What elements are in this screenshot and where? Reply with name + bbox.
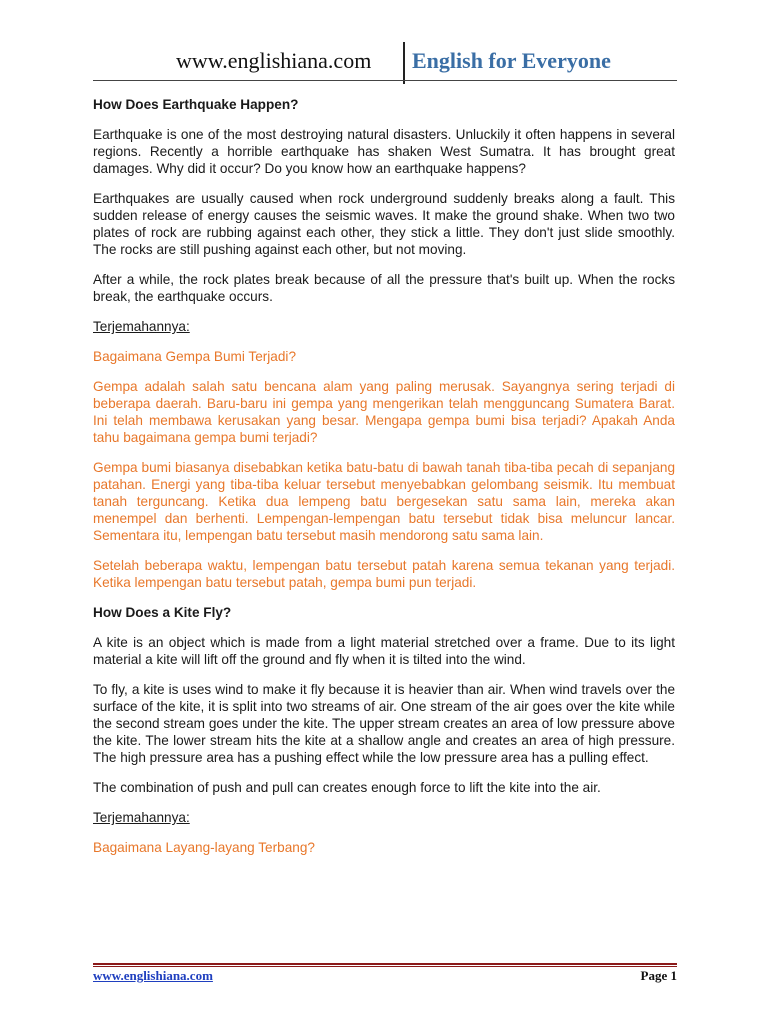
footer-rule xyxy=(93,963,677,965)
site-name: www.englishiana.com xyxy=(176,48,372,73)
header-divider xyxy=(403,42,405,84)
page-number: Page 1 xyxy=(640,968,677,983)
section-title-earthquake: How Does Earthquake Happen? xyxy=(93,97,299,112)
page-header xyxy=(0,38,768,86)
document-body xyxy=(93,96,675,869)
translation-paragraph: Setelah beberapa waktu, lempengan batu tersebut patah karena semua tekanan yang terjadi. Ketika lempengan batu tersebut patah, gempa bumi pun terjadi. xyxy=(93,558,675,590)
paragraph: To fly, a kite is uses wind to make it fly because it is heavier than air. When wind travels over the surface of the kite, it is split into two streams of air. One stream of the air goes over the kite while the second stream goes under the kite. The upper stream creates an area of low pressure above the kite. The lower stream hits the kite at a shallow angle and creates an area of high pressure. The high pressure area has a pushing effect while the low pressure area has a pulling effect. xyxy=(93,682,675,765)
translation-paragraph: Gempa adalah salah satu bencana alam yang paling merusak. Sayangnya sering terjadi di beberapa daerah. Baru-baru ini gempa yang mengerikan telah mengguncang Sumatera Barat. Ini telah membawa kerusakan yang besar. Mengapa gempa bumi bisa terjadi? Apakah Anda tahu bagaimana gempa bumi terjadi? xyxy=(93,379,675,445)
site-tagline: English for Everyone xyxy=(412,48,611,73)
translation-label: Terjemahannya: xyxy=(93,810,190,825)
paragraph: After a while, the rock plates break because of all the pressure that's built up. When the rocks break, the earthquake occurs. xyxy=(93,272,675,304)
translation-label: Terjemahannya: xyxy=(93,319,190,334)
footer-rule xyxy=(93,966,677,967)
header-rule xyxy=(93,80,677,81)
page-footer xyxy=(93,963,677,985)
translation-title: Bagaimana Layang-layang Terbang? xyxy=(93,840,315,855)
paragraph: A kite is an object which is made from a light material stretched over a frame. Due to its light material a kite will lift off the ground and fly when it is tilted into the wind. xyxy=(93,635,675,667)
paragraph: The combination of push and pull can creates enough force to lift the kite into the air. xyxy=(93,780,601,795)
paragraph: Earthquake is one of the most destroying natural disasters. Unluckily it often happens in several regions. Recently a horrible earthquake has shaken West Sumatra. It has brought great damages. Why did it occur? Do you know how an earthquake happens? xyxy=(93,127,675,176)
section-title-kite: How Does a Kite Fly? xyxy=(93,605,232,620)
paragraph: Earthquakes are usually caused when rock underground suddenly breaks along a fault. This sudden release of energy causes the seismic waves. It make the ground shake. When two two plates of rock are rubbing against each other, they stick a little. They don't just slide smoothly. The rocks are still pushing against each other, but not moving. xyxy=(93,191,675,257)
translation-paragraph: Gempa bumi biasanya disebabkan ketika batu-batu di bawah tanah tiba-tiba pecah di sepanjang patahan. Energi yang tiba-tiba keluar tersebut menyebabkan gelombang seismik. Itu membuat tanah terguncang. Ketika dua lempeng batu bergesekan satu sama lain, mereka akan menempel dan berhenti. Lempengan-lempengan batu tersebut tidak bisa meluncur lancar. Sementara itu, lempengan batu tersebut masih mendorong satu sama lain. xyxy=(93,460,675,543)
translation-title: Bagaimana Gempa Bumi Terjadi? xyxy=(93,349,297,364)
footer-site-link[interactable]: www.englishiana.com xyxy=(93,968,213,983)
